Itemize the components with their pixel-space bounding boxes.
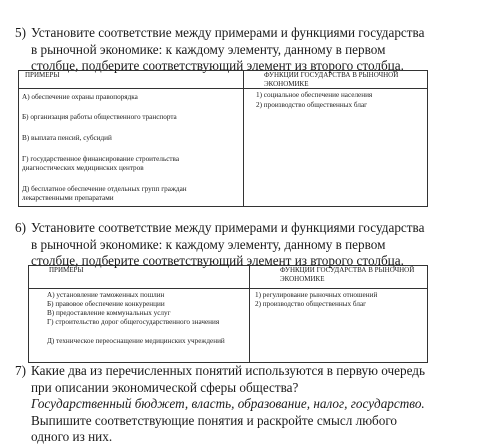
q5-example-d-text: Г) государственное финансирование строительства диагностических медицинских центров (22, 155, 180, 172)
q6-function-1: 1) регулирование рыночных отношений (255, 291, 378, 299)
question-5-number: 5) (15, 25, 26, 40)
q5-examples-cell (19, 89, 244, 207)
q5-function-1: 1) социальное обеспечение населения (256, 91, 373, 99)
q6-example-c: В) предоставление коммунальных услуг (47, 309, 171, 317)
question-5-table (18, 70, 428, 207)
q5-example-e-text: Д) бесплатное обеспечение отдельных групп граждан лекарственными препаратами (22, 185, 187, 202)
q6-header-examples: ПРИМЕРЫ (29, 266, 250, 289)
q5-functions-cell (244, 89, 428, 207)
q5-example-b: Б) организация работы общественного транспорта (22, 113, 177, 121)
q5-function-2: 2) производство общественных благ (256, 101, 368, 109)
q6-example-e (47, 337, 227, 346)
question-7-line1: Какие два из перечисленных понятий используются в первую очередь при описании экономической сферы общества? (31, 363, 425, 395)
q6-example-b: Б) правовое обеспечение конкуренции (47, 300, 165, 308)
q6-examples-cell (29, 289, 250, 363)
question-7-concepts: Государственный бюджет, власть, образование, налог, государство. (31, 396, 425, 411)
q6-example-a: А) установление таможенных пошлин (47, 291, 165, 299)
q6-example-d-text: Г) строительство дорог общегосударственного значения (47, 318, 220, 326)
question-6-table (28, 265, 428, 363)
q5-header-functions: ФУНКЦИИ ГОСУДАРСТВА В РЫНОЧНОЙ ЭКОНОМИКЕ (244, 71, 428, 89)
q6-example-e-text: Д) техническое переоснащение медицинских учреждений (47, 337, 225, 345)
question-6 (15, 220, 427, 270)
question-6-text: Установите соответствие между примерами и функциями государства в рыночной экономике: к каждому элементу, данному в первом столбце, подберите соответствующий элемент из второго столбца. (31, 220, 425, 268)
q6-functions-cell (250, 289, 428, 363)
q5-header-examples: ПРИМЕРЫ (19, 71, 244, 89)
q5-example-c: В) выплата пенсий, субсидий (22, 134, 112, 142)
q5-example-a: А) обеспечение охраны правопорядка (22, 93, 138, 101)
q5-example-d (22, 155, 222, 172)
q6-function-2: 2) производство общественных благ (255, 300, 367, 308)
q5-example-e (22, 185, 232, 202)
question-7-number: 7) (15, 363, 26, 378)
question-5 (15, 25, 427, 75)
q6-example-d (47, 318, 227, 327)
q6-header-functions: ФУНКЦИИ ГОСУДАРСТВА В РЫНОЧНОЙ ЭКОНОМИКЕ (250, 266, 428, 289)
question-7-line3: Выпишите соответствующие понятия и раскройте смысл любого одного из них. (31, 412, 398, 444)
question-7 (15, 363, 435, 446)
question-6-number: 6) (15, 220, 26, 235)
question-5-text: Установите соответствие между примерами и функциями государства в рыночной экономике: к каждому элементу, данному в первом столбце, подберите соответствующий элемент из второго столбца. (31, 25, 425, 73)
